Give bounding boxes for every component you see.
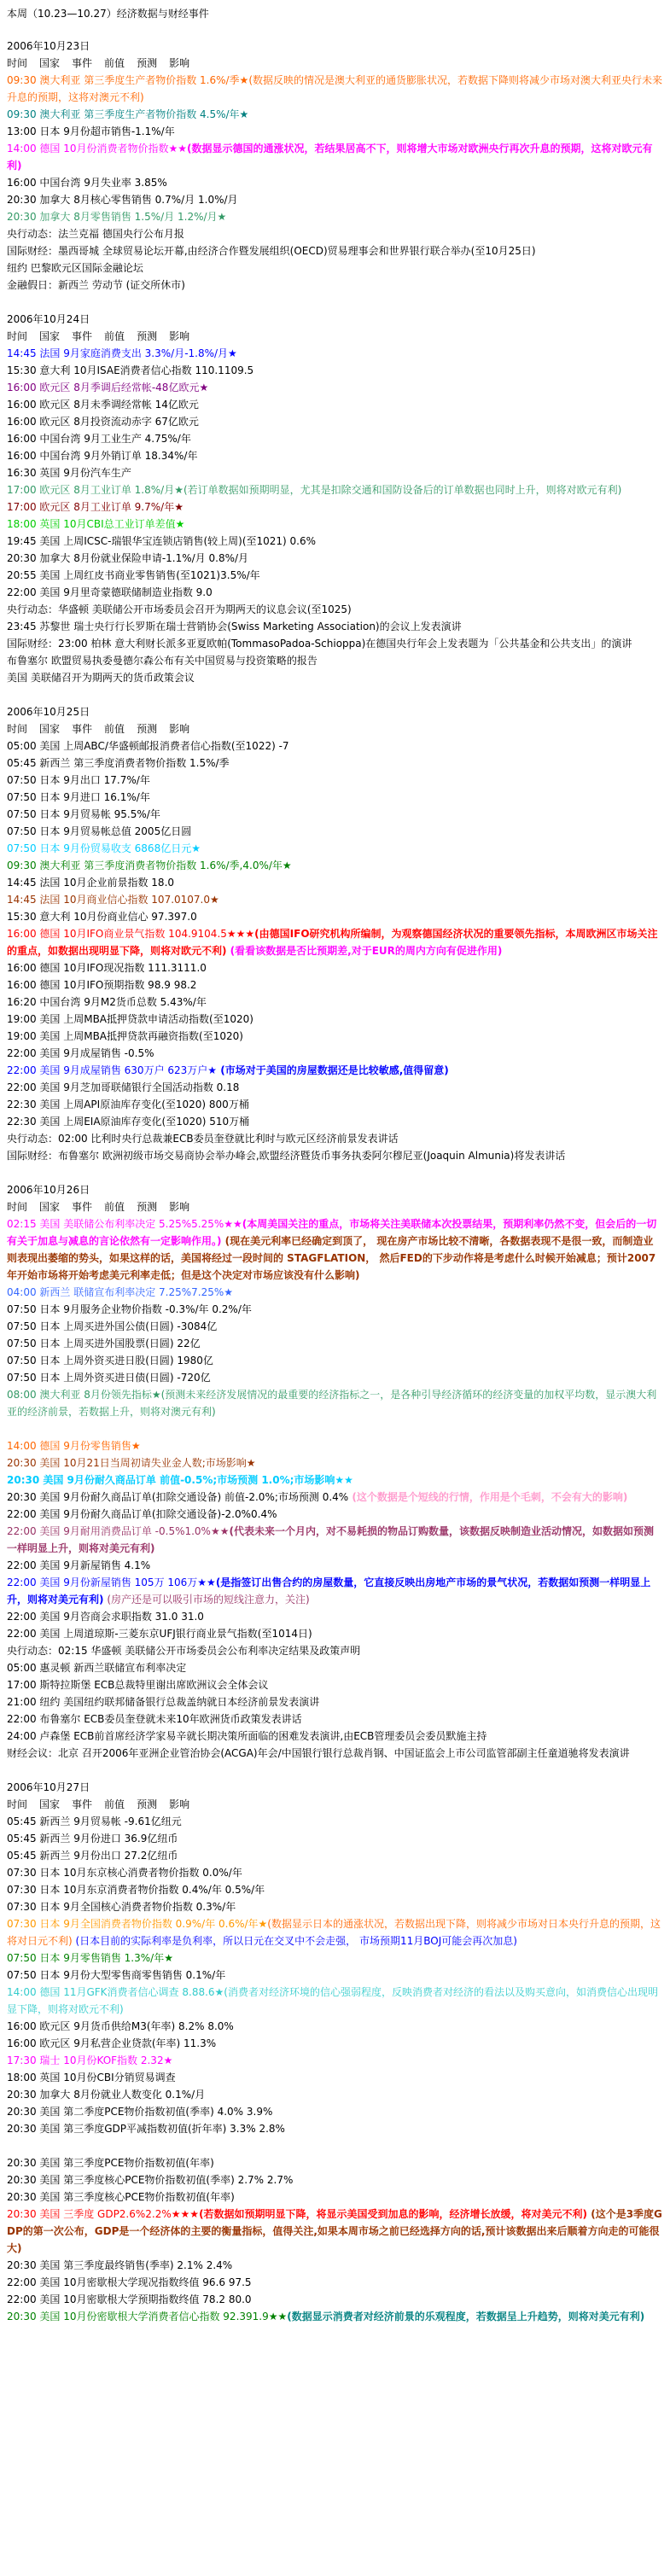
event-row: [7, 72, 663, 106]
event-text: 15:30 意大利 10月ISAE消费者信心指数 110.1109.5: [7, 364, 254, 376]
event-commentary: (数据显示消费者对经济前景的乐观程度，若数据呈上升趋势，则将对美元有利): [287, 2311, 645, 2322]
event-commentary: (代表未来一个月内，对不易耗损的物品订购数量，该数据反映制造业活动情况，如数据如预测一样明显上升，则将对美元有利): [7, 1525, 654, 1554]
event-text: 22:00 美国 9月里奇蒙德联储制造业指数 9.0: [7, 586, 213, 598]
event-text: 09:30 澳大利亚 第三季度生产者物价指数 4.5%/年★: [7, 108, 249, 120]
event-row: [7, 1864, 663, 1881]
event-row: [7, 2035, 663, 2052]
event-row: [7, 908, 663, 925]
event-text: 19:45 美国 上周ICSC-瑞银华宝连锁店销售(较上周)(至1021) 0.6%: [7, 535, 317, 547]
column-header: 前值: [104, 1798, 125, 1810]
column-header: 国家: [39, 723, 61, 735]
event-row: [7, 976, 663, 994]
event-row: [7, 1489, 663, 1506]
event-row: [7, 1011, 663, 1028]
event-text: 央行动态：02:15 华盛顿 美联储公开市场委员会公布利率决定结果及政策声明: [7, 1645, 361, 1657]
event-text: 16:00 中国台湾 9月失业率 3.85%: [7, 177, 167, 189]
event-text: 20:30 美国 9月份耐久商品订单(扣除交通设备) 前值-2.0%;市场预测 0.4%: [7, 1491, 349, 1503]
event-row: [7, 584, 663, 601]
event-text: 14:00 德国 10月份消费者物价指数★★: [7, 143, 187, 154]
event-row: [7, 2018, 663, 2035]
event-text: 08:00 澳大利亚 8月份领先指标★: [7, 1389, 161, 1401]
page-title: 本周（10.23—10.27）经济数据与财经事件: [7, 8, 209, 20]
event-row: [7, 379, 663, 396]
event-commentary: (数据反映的情况是澳大利亚的通货膨胀状况，若数据下降则将减少市场对澳大利亚央行未来升息的预期，这将对澳元不利): [7, 74, 663, 103]
event-row: [7, 123, 663, 140]
event-text: 07:50 日本 9月出口 17.7%/年: [7, 774, 150, 786]
column-header: 时间: [7, 1201, 28, 1213]
event-text: 16:00 欧元区 9月货币供给M3(年率) 8.2% 8.0%: [7, 2020, 234, 2032]
event-text: 16:00 中国台湾 9月外销订单 18.34%/年: [7, 450, 198, 462]
event-text: 05:45 新西兰 9月份进口 36.9亿纽币: [7, 1833, 178, 1845]
event-text: 22:00 布鲁塞尔 ECB委员奎登就未来10年欧洲货币政策发表讲话: [7, 1713, 302, 1725]
event-row: [7, 1386, 663, 1420]
event-row: [7, 1676, 663, 1693]
event-row: [7, 2086, 663, 2103]
event-text: 14:45 法国 10月商业信心指数 107.0107.0★: [7, 894, 219, 906]
column-header: 影响: [169, 1798, 190, 1810]
event-row: [7, 2206, 663, 2257]
event-text: 22:00 美国 9月成屋销售 -0.5%: [7, 1047, 154, 1059]
event-row: [7, 1079, 663, 1096]
column-header: 时间: [7, 723, 28, 735]
column-header-row: [7, 720, 663, 737]
day-date: 2006年10月24日: [7, 313, 90, 325]
event-text: 07:30 日本 10月东京核心消费者物价指数 0.0%/年: [7, 1867, 242, 1879]
event-text: 22:00 美国 10月密歇根大学预期指数终值 78.2 80.0: [7, 2293, 252, 2305]
event-row: [7, 1147, 663, 1164]
column-header: 事件: [72, 1201, 93, 1213]
event-text: 20:30 加拿大 8月份就业保险申请-1.1%/月 0.8%/月: [7, 552, 249, 564]
event-text: 20:30 加拿大 8月份就业人数变化 0.1%/月: [7, 2089, 206, 2101]
event-row: [7, 891, 663, 908]
day-date: 2006年10月27日: [7, 1781, 90, 1793]
event-row: [7, 857, 663, 874]
event-row: [7, 498, 663, 516]
event-row: [7, 755, 663, 772]
event-row: [7, 2188, 663, 2206]
event-text: 20:30 加拿大 8月零售销售 1.5%/月 1.2%/月★: [7, 211, 227, 223]
event-text: 20:55 美国 上周红皮书商业零售销售(至1021)3.5%/年: [7, 569, 260, 581]
event-row: [7, 1523, 663, 1557]
event-text: 13:00 日本 9月份超市销售-1.1%/年: [7, 125, 175, 137]
event-row: [7, 1745, 663, 1762]
event-row: [7, 2154, 663, 2171]
event-row: [7, 1130, 663, 1147]
event-row: [7, 2308, 663, 2325]
event-commentary: (若数据如预期明显下降，将显示美国受到加息的影响，经济增长放缓，将对美元不利): [199, 2208, 588, 2220]
event-text: 16:00 欧元区 8月季调后经常帐-48亿欧元★: [7, 382, 209, 393]
event-text: 07:50 日本 9月贸易帐 95.5%/年: [7, 808, 160, 820]
event-row: [7, 106, 663, 123]
event-text: 央行动态：02:00 比利时央行总裁兼ECB委员奎登就比利时与欧元区经济前景发表讲话: [7, 1133, 399, 1145]
column-header: 时间: [7, 330, 28, 342]
event-text: 央行动态：法兰克福 德国央行公布月报: [7, 228, 184, 240]
event-row: [7, 601, 663, 618]
column-header: 国家: [39, 1798, 61, 1810]
event-row: [7, 874, 663, 891]
event-row: [7, 772, 663, 789]
event-text: 16:00 欧元区 8月未季调经常帐 14亿欧元: [7, 399, 199, 411]
event-text: 05:45 新西兰 9月份出口 27.2亿纽币: [7, 1850, 178, 1862]
event-row: [7, 1506, 663, 1523]
event-row: [7, 208, 663, 225]
event-commentary: (数据显示日本的通涨状况，若数据出现下降，则将减少市场对日本央行升息的预期，这将对日元不利): [7, 1918, 661, 1947]
event-row: [7, 806, 663, 823]
event-row: [7, 1608, 663, 1625]
event-text: 14:45 法国 9月家庭消费支出 3.3%/月-1.8%/月★: [7, 347, 237, 359]
event-text: 07:50 日本 上周买进外国公债(日圆) -3084亿: [7, 1320, 218, 1332]
event-text: 07:50 日本 9月进口 16.1%/年: [7, 791, 150, 803]
day-spacer: [7, 294, 663, 311]
event-text: 20:30 美国 第三季度核心PCE物价指数初值(年率): [7, 2191, 235, 2203]
event-text: 23:45 苏黎世 瑞士央行行长罗斯在瑞士营销协会(Swiss Marketing Association)的会议上发表演讲: [7, 621, 462, 632]
event-text: 16:00 欧元区 8月投资流动赤字 67亿欧元: [7, 416, 199, 428]
event-row: [7, 1472, 663, 1489]
column-header: 预测: [137, 57, 158, 69]
event-row: [7, 1574, 663, 1608]
event-text: 07:50 日本 9月零售销售 1.3%/年★: [7, 1952, 173, 1964]
event-text: 22:30 美国 上周EIA原油库存变化(至1020) 510万桶: [7, 1116, 250, 1128]
column-header-row: [7, 1198, 663, 1215]
event-text: 16:00 欧元区 9月私营企业贷款(年率) 11.3%: [7, 2037, 217, 2049]
event-row: [7, 174, 663, 191]
event-row: [7, 464, 663, 481]
day-section: [7, 38, 663, 294]
event-row: [7, 1454, 663, 1472]
event-text: 20:30 美国 第二季度PCE物价指数初值(季率) 4.0% 3.9%: [7, 2106, 273, 2118]
event-row: [7, 1642, 663, 1659]
column-header: 事件: [72, 57, 93, 69]
event-row: [7, 277, 663, 294]
day-date: 2006年10月23日: [7, 40, 90, 52]
event-text: 07:30 日本 9月全国核心消费者物价指数 0.3%/年: [7, 1901, 236, 1913]
event-commentary: (消费者对经济环境的信心强弱程度，反映消费者对经济的看法以及购买意向，如消费信心出现明显下降，则将对欧元不利): [7, 1986, 658, 2015]
event-text: 18:00 英国 10月份CBI分销贸易调查: [7, 2072, 176, 2084]
spacer: [7, 2137, 663, 2154]
day-date: 2006年10月26日: [7, 1184, 90, 1196]
event-row: [7, 550, 663, 567]
event-text: 05:45 新西兰 9月贸易帐 -9.61亿纽元: [7, 1815, 182, 1827]
event-row: [7, 2052, 663, 2069]
column-header-row: [7, 1796, 663, 1813]
event-commentary: (本周美国关注的重点，市场将关注美联储本次投票结果，预期利率仍然不变，但会后的一切有关于加息与减息的言论依然有一定影响作用。): [7, 1218, 657, 1247]
event-row: [7, 1898, 663, 1915]
event-text: 15:30 意大利 10月份商业信心 97.397.0: [7, 911, 197, 923]
event-text: 国际财经：墨西哥城 全球贸易论坛开幕,由经济合作暨发展组织(OECD)贸易理事会和世界银行联合举办(至10月25日): [7, 245, 536, 257]
day-section: [7, 1779, 663, 2325]
event-text: 07:50 日本 上周买进外国股票(日圆) 22亿: [7, 1338, 201, 1349]
event-row: [7, 669, 663, 686]
event-row: [7, 652, 663, 669]
event-analyst-note: (看看该数据是否比预期差,对于EUR的周内方向有促进作用): [226, 945, 503, 957]
column-header: 预测: [137, 1798, 158, 1810]
event-row: [7, 362, 663, 379]
event-row: [7, 1096, 663, 1113]
event-analyst-note: (这个是3季度GDP的第一次公布，GDP是一个经济体的主要的衡量指标，值得关注,如果本周市场之前已经选择方向的话,预计该数据出来后顺着方向走的可能很大): [7, 2208, 662, 2254]
event-text: 美国 美联储召开为期两天的货币政策会议: [7, 672, 195, 684]
day-spacer: [7, 1762, 663, 1779]
event-text: 22:30 美国 上周API原油库存变化(至1020) 800万桶: [7, 1099, 249, 1110]
event-text: 国际财经：23:00 柏林 意大利财长派多亚夏欧帕(TommasoPadoa-Schioppa)在德国央行年会上发表题为「公共基金和公共支出」的演讲: [7, 638, 632, 650]
event-row: [7, 994, 663, 1011]
column-header: 预测: [137, 330, 158, 342]
event-text: 22:00 美国 9月芝加哥联储银行全国活动指数 0.18: [7, 1081, 240, 1093]
event-text: 07:50 日本 上周外资买进日股(日圆) 1980亿: [7, 1355, 213, 1367]
event-row: [7, 2120, 663, 2137]
event-row: [7, 1830, 663, 1847]
event-commentary: (是指签订出售合约的房屋数量，它直接反映出房地产市场的景气状况，若数据如预测一样明显上升，则将对美元有利): [7, 1576, 651, 1606]
column-header: 国家: [39, 57, 61, 69]
event-row: [7, 1949, 663, 1967]
event-row: [7, 2069, 663, 2086]
column-header: 事件: [72, 1798, 93, 1810]
event-row: [7, 225, 663, 242]
event-row: [7, 737, 663, 755]
column-header: 预测: [137, 1201, 158, 1213]
event-row: [7, 413, 663, 430]
event-row: [7, 2274, 663, 2291]
event-row: [7, 447, 663, 464]
column-header: 前值: [104, 57, 125, 69]
event-row: [7, 1728, 663, 1745]
event-text: 22:00 美国 10月密歇根大学现况指数终值 96.6 97.5: [7, 2276, 252, 2288]
event-row: [7, 635, 663, 652]
event-row: [7, 1557, 663, 1574]
column-header: 国家: [39, 1201, 61, 1213]
day-spacer: [7, 686, 663, 703]
event-text: 04:00 新西兰 联储宣布利率决定 7.25%7.25%★: [7, 1286, 234, 1298]
event-row: [7, 1659, 663, 1676]
event-row: [7, 823, 663, 840]
event-row: [7, 789, 663, 806]
event-text: 16:00 中国台湾 9月工业生产 4.75%/年: [7, 433, 191, 445]
event-text: 05:00 惠灵顿 新西兰联储宣布利率决定: [7, 1662, 187, 1674]
event-text: 22:00 美国 9月耐用消费品订单 -0.5%1.0%★★: [7, 1525, 230, 1537]
event-text: 20:30 加拿大 8月核心零售销售 0.7%/月 1.0%/月: [7, 194, 238, 206]
event-text: 16:20 中国台湾 9月M2货币总数 5.43%/年: [7, 996, 207, 1008]
event-row: [7, 481, 663, 498]
event-row: [7, 2103, 663, 2120]
event-text: 14:00 德国 9月份零售销售★: [7, 1440, 141, 1452]
event-text: 09:30 澳大利亚 第三季度生产者物价指数 1.6%/季★: [7, 74, 249, 86]
event-row: [7, 1437, 663, 1454]
event-row: [7, 1284, 663, 1301]
event-text: 21:00 纽约 美国纽约联邦储备银行总裁盖纳就日本经济前景发表演讲: [7, 1696, 320, 1708]
event-row: [7, 1984, 663, 2018]
event-text: 16:30 英国 9月份汽车生产: [7, 467, 131, 479]
event-row: [7, 1711, 663, 1728]
event-text: 财经会议：北京 召开2006年亚洲企业管治协会(ACGA)年会/中国银行银行总裁肖钢、中国证监会上市公司监管部副主任童道驰将发表演讲: [7, 1747, 630, 1759]
event-row: [7, 396, 663, 413]
event-row: [7, 1369, 663, 1386]
event-row: [7, 140, 663, 174]
event-text: 07:30 日本 10月东京消费者物价指数 0.4%/年 0.5%/年: [7, 1884, 265, 1896]
event-text: 22:00 美国 上周道琼斯-三菱东京UFJ银行商业景气指数(至1014日): [7, 1628, 312, 1640]
event-row: [7, 516, 663, 533]
event-text: 07:50 日本 9月份大型零售商零售销售 0.1%/年: [7, 1969, 226, 1981]
event-text: 19:00 美国 上周MBA抵押贷款申请活动指数(至1020): [7, 1013, 253, 1025]
day-section: [7, 703, 663, 1164]
event-text: 纽约 巴黎欧元区国际金融论坛: [7, 262, 143, 274]
event-text: 22:00 美国 9月份新屋销售 105万 106万★★: [7, 1576, 216, 1588]
event-analyst-note: (日本目前的实际利率是负利率，所以日元在交叉中不会走强， 市场预期11月BOJ可能会再次加息): [72, 1935, 517, 1947]
event-text: 07:50 日本 上周外资买进日债(日圆) -720亿: [7, 1372, 211, 1384]
event-row: [7, 1215, 663, 1284]
event-row: [7, 191, 663, 208]
event-row: [7, 1813, 663, 1830]
event-text: 20:30 美国 第三季度PCE物价指数初值(年率): [7, 2157, 214, 2169]
day-section: [7, 311, 663, 686]
event-analyst-note: (现在美元利率已经确定到顶了， 现在房产市场比较不清晰，各数据表现不是很一致，而制造业则表现出萎缩的势头，如果这样的话，美国将经过一段时间的 STAGFLATION， 然后FED的下步动作将是考虑什么时候开始减息；预计2007年开始市场将开始考虑美元利率走低；但是这个决定对市场应该没有什么影响): [7, 1235, 656, 1281]
event-text: 20:30 美国 三季度 GDP2.6%2.2%★★★: [7, 2208, 200, 2220]
event-row: [7, 1967, 663, 1984]
event-row: [7, 1352, 663, 1369]
column-header: 预测: [137, 723, 158, 735]
column-header: 时间: [7, 57, 28, 69]
event-row: [7, 959, 663, 976]
event-row: [7, 925, 663, 959]
column-header: 前值: [104, 723, 125, 735]
event-row: [7, 840, 663, 857]
event-text: 05:45 新西兰 第三季度消费者物价指数 1.5%/季: [7, 757, 230, 769]
event-commentary: (预测未来经济发展情况的最重要的经济指标之一，是各种引导经济循环的经济变量的加权平均数，显示澳大利亚的经济前景，若数据上升，则将对澳元有利): [7, 1389, 657, 1418]
event-text: 17:00 欧元区 8月工业订单 9.7%/年★: [7, 501, 184, 513]
column-header: 影响: [169, 723, 190, 735]
event-text: 24:00 卢森堡 ECB前首席经济学家易辛就长期决策所面临的困难发表演讲,由ECB管理委员会委员默施主持: [7, 1730, 487, 1742]
event-text: 02:15 美国 美联储公布利率决定 5.25%5.25%★★: [7, 1218, 242, 1230]
event-row: [7, 533, 663, 550]
event-commentary: (市场对于美国的房屋数据还是比较敏感,值得留意): [217, 1064, 449, 1076]
event-text: 20:30 美国 10月份密歇根大学消费者信心指数 92.391.9★★: [7, 2311, 288, 2322]
event-text: 07:50 日本 9月份贸易收支 6868亿日元★: [7, 842, 201, 854]
column-header: 前值: [104, 1201, 125, 1213]
day-date: 2006年10月25日: [7, 706, 90, 718]
event-text: 05:00 美国 上周ABC/华盛顿邮报消费者信心指数(至1022) -7: [7, 740, 289, 752]
event-text: 20:30 美国 第三季度GDP平减指数初值(折年率) 3.3% 2.8%: [7, 2123, 285, 2135]
event-row: [7, 1301, 663, 1318]
event-row: [7, 430, 663, 447]
day-spacer: [7, 1164, 663, 1181]
event-text: 布鲁塞尔 欧盟贸易执委曼德尔森公布有关中国贸易与投资策略的报告: [7, 655, 318, 667]
event-text: 央行动态：华盛顿 美联储公开市场委员会召开为期两天的议息会议(至1025): [7, 603, 352, 615]
event-row: [7, 1915, 663, 1949]
event-text: 17:00 斯特拉斯堡 ECB总裁特里谢出席欧洲议会全体会议: [7, 1679, 269, 1691]
column-header: 前值: [104, 330, 125, 342]
event-row: [7, 1113, 663, 1130]
event-text: 22:00 美国 9月咨商会求职指数 31.0 31.0: [7, 1611, 204, 1623]
event-row: [7, 618, 663, 635]
event-text: 国际财经：布鲁塞尔 欧洲初级市场交易商协会举办峰会,欧盟经济暨货币事务执委阿尔穆尼亚(Joaquin Almunia)将发表讲话: [7, 1150, 566, 1162]
column-header: 事件: [72, 330, 93, 342]
event-row: [7, 1028, 663, 1045]
event-text: 09:30 澳大利亚 第三季度消费者物价指数 1.6%/季,4.0%/年★: [7, 860, 292, 871]
days-container: [7, 38, 663, 2325]
event-row: [7, 1335, 663, 1352]
event-row: [7, 567, 663, 584]
event-row: [7, 2171, 663, 2188]
event-text: 18:00 英国 10月CBI总工业订单差值★: [7, 518, 185, 530]
event-text: 17:30 瑞士 10月份KOF指数 2.32★: [7, 2054, 173, 2066]
event-analyst-note: (房产还是可以吸引市场的短线注意力，关注): [103, 1594, 310, 1606]
event-text: 16:00 德国 10月IFO预期指数 98.9 98.2: [7, 979, 197, 991]
event-row: [7, 2291, 663, 2308]
event-row: [7, 1847, 663, 1864]
event-row: [7, 1881, 663, 1898]
event-row: [7, 1693, 663, 1711]
event-row: [7, 1045, 663, 1062]
column-header: 影响: [169, 330, 190, 342]
column-header: 国家: [39, 330, 61, 342]
event-text: 07:50 日本 9月服务企业物价指数 -0.3%/年 0.2%/年: [7, 1303, 252, 1315]
event-commentary: (数据显示德国的通涨状况，若结果居高不下，则将增大市场对欧洲央行再次升息的预期，这将对欧元有利): [7, 143, 653, 172]
column-header: 时间: [7, 1798, 28, 1810]
event-text: 20:30 美国 10月21日当周初请失业金人数;市场影响★: [7, 1457, 256, 1469]
event-commentary: (由德国IFO研究机构所编制，为观察德国经济状况的重要领先指标，本周欧洲区市场关注的重点，如数据出现明显下降，则将对欧元不利): [7, 928, 658, 957]
event-text: 22:00 美国 9月新屋销售 4.1%: [7, 1559, 151, 1571]
event-row: [7, 259, 663, 277]
spacer: [7, 1420, 663, 1437]
event-commentary: (若订单数据如预期明显，尤其是扣除交通和国防设备后的订单数据也同时上升，则将对欧元有利): [183, 484, 622, 496]
column-header-row: [7, 328, 663, 345]
event-text: 19:00 美国 上周MBA抵押贷款再融资指数(至1020): [7, 1030, 243, 1042]
event-row: [7, 1625, 663, 1642]
column-header: 影响: [169, 57, 190, 69]
event-text: 20:30 美国 第三季度最终销售(季率) 2.1% 2.4%: [7, 2259, 233, 2271]
event-commentary: (这个数据是个短线的行情，作用是个毛刺，不会有大的影响): [348, 1491, 628, 1503]
event-text: 22:00 美国 9月份耐久商品订单(扣除交通设备)-2.0%0.4%: [7, 1508, 277, 1520]
event-text: 22:00 美国 9月成屋销售 630万户 623万户★: [7, 1064, 218, 1076]
event-row: [7, 1062, 663, 1079]
event-text: 07:30 日本 9月全国消费者物价指数 0.9%/年 0.6%/年★: [7, 1918, 268, 1930]
event-text: 20:30 美国 第三季度核心PCE物价指数初值(季率) 2.7% 2.7%: [7, 2174, 294, 2186]
event-text: 07:50 日本 9月贸易帐总值 2005亿日圆: [7, 825, 192, 837]
event-text: 17:00 欧元区 8月工业订单 1.8%/月★: [7, 484, 184, 496]
event-text: 16:00 德国 10月IFO现况指数 111.3111.0: [7, 962, 207, 974]
event-row: [7, 2257, 663, 2274]
event-text: 金融假日：新西兰 劳动节 (证交所休市): [7, 279, 185, 291]
day-section: [7, 1181, 663, 1762]
event-row: [7, 1318, 663, 1335]
column-header: 事件: [72, 723, 93, 735]
event-text: 14:00 德国 11月GFK消费者信心调查 8.88.6★: [7, 1986, 224, 1998]
column-header: 影响: [169, 1201, 190, 1213]
event-text: 14:45 法国 10月企业前景指数 18.0: [7, 877, 175, 889]
event-row: [7, 345, 663, 362]
column-header-row: [7, 55, 663, 72]
event-row: [7, 242, 663, 259]
event-text: 20:30 美国 9月份耐久商品订单 前值-0.5%;市场预测 1.0%;市场影响★★: [7, 1474, 353, 1486]
event-text: 16:00 德国 10月IFO商业景气指数 104.9104.5★★★: [7, 928, 255, 940]
